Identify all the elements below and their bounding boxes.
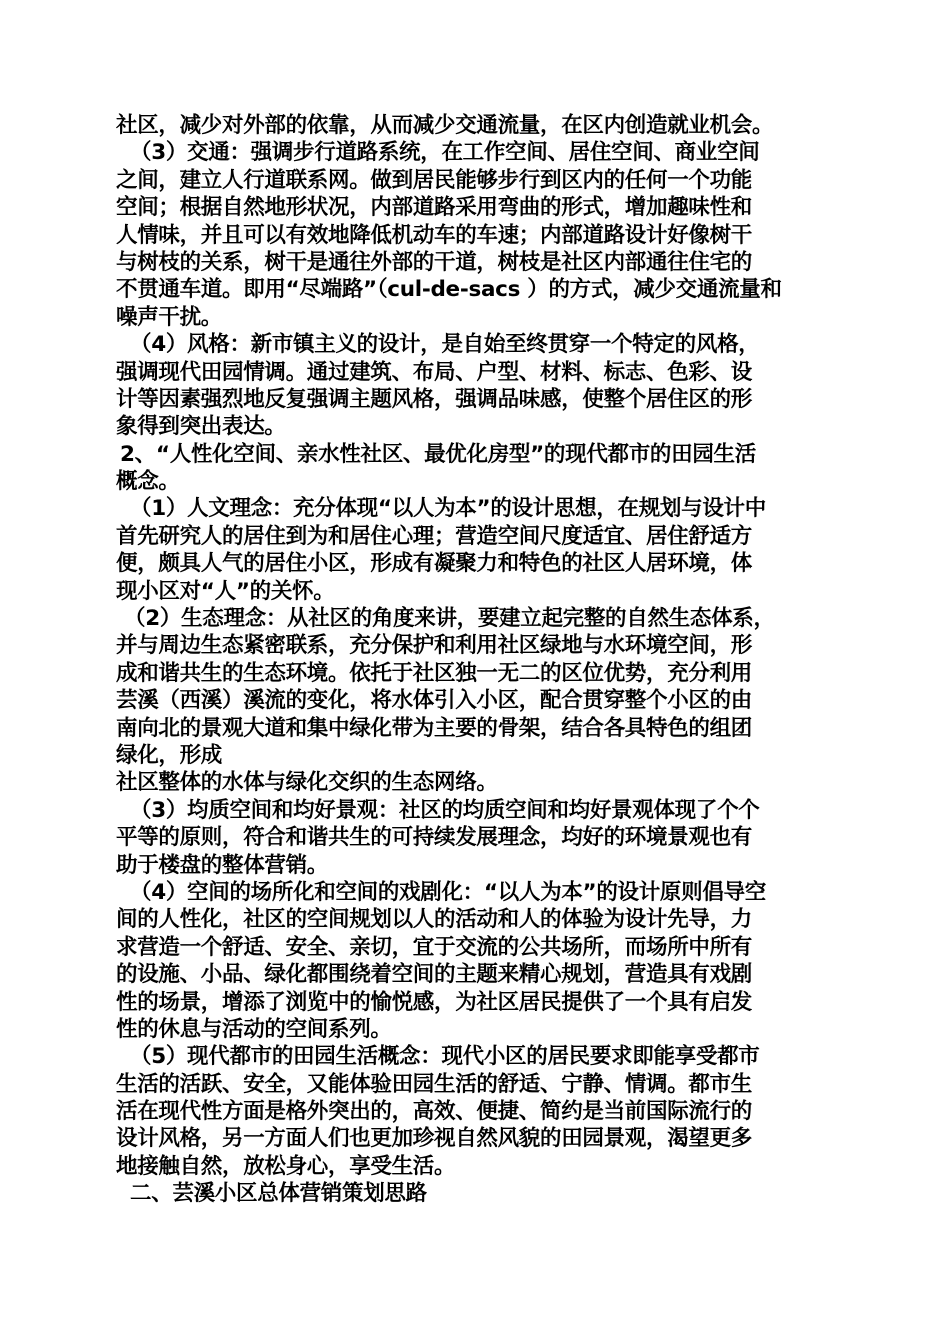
text-line: 现小区对“人”的关怀。 [116,578,335,604]
text-line: （4）风格：新市镇主义的设计，是自始至终贯穿一个特定的风格， [130,332,760,358]
text-line: 首先研究人的居住到为和居住心理；营造空间尺度适宜、居住舒适方 [116,523,753,549]
text-line: 噪声干扰。 [116,304,223,330]
text-line: 性的场景，增添了浏览中的愉悦感，为社区居民提供了一个具有启发 [116,989,753,1015]
text-line: 生活的活跃、安全，又能体验田园生活的舒适、宁静、情调。都市生 [116,1071,753,1097]
text-line: 间的人性化，社区的空间规划以人的活动和人的体验为设计先导，力 [116,907,753,933]
text-line: 成和谐共生的生态环境。依托于社区独一无二的区位优势，充分利用 [116,660,753,686]
text-line: 平等的原则，符合和谐共生的可持续发展理念，均好的环境景观也有 [116,825,753,851]
text-line: 绿化，形成 [116,742,223,768]
text-line: 计等因素强烈地反复强调主题风格，强调品味感，使整个居住区的形 [116,386,753,412]
text-line: 并与周边生态紧密联系，充分保护和利用社区绿地与水环境空间，形 [116,633,753,659]
text-line: 强调现代田园情调。通过建筑、布局、户型、材料、标志、色彩、设 [116,359,753,385]
text-line: 芸溪（西溪）溪流的变化，将水体引入小区，配合贯穿整个小区的由 [116,688,753,714]
text-line: 不贯通车道。即用“尽端路”（cul-de-sacs ）的方式，减少交通流量和 [116,277,782,303]
text-line: 活在现代性方面是格外突出的，高效、便捷、简约是当前国际流行的 [116,1099,753,1125]
text-line: 人情味，并且可以有效地降低机动车的车速；内部道路设计好像树干 [116,222,753,248]
text-line: （1）人文理念：充分体现“以人为本”的设计思想，在规划与设计中 [130,496,766,522]
text-line: 性的休息与活动的空间系列。 [116,1016,392,1042]
text-line: 空间；根据自然地形状况，内部道路采用弯曲的形式，增加趣味性和 [116,195,753,221]
text-line: 助于楼盘的整体营销。 [116,852,329,878]
text-line: （3）均质空间和均好景观：社区的均质空间和均好景观体现了个个 [130,797,760,823]
text-line: （5）现代都市的田园生活概念：现代小区的居民要求即能享受都市 [130,1044,760,1070]
text-line: 之间，建立人行道联系网。做到居民能够步行到区内的任何一个功能 [116,167,753,193]
text-line: （3）交通：强调步行道路系统，在工作空间、居住空间、商业空间 [130,140,760,166]
text-line: 象得到突出表达。 [116,414,286,440]
text-line: 的设施、小品、绿化都围绕着空间的主题来精心规划，营造具有戏剧 [116,962,753,988]
text-line: 设计风格，另一方面人们也更加珍视自然风貌的田园景观，渴望更多 [116,1126,753,1152]
text-line: 概念。 [116,469,180,495]
text-line: 社区，减少对外部的依靠，从而减少交通流量，在区内创造就业机会。 [116,113,774,138]
text-line: 社区整体的水体与绿化交织的生态网络。 [116,770,498,796]
text-line: 与树枝的关系，树干是通往外部的干道，树枝是社区内部通往住宅的 [116,249,753,275]
document-body [116,112,846,1208]
text-line: 二、芸溪小区总体营销策划思路 [130,1181,427,1207]
text-line: 2、“人性化空间、亲水性社区、最优化房型”的现代都市的田园生活 [120,441,756,467]
text-line: 求营造一个舒适、安全、亲切，宜于交流的公共场所，而场所中所有 [116,934,753,960]
text-line: 南向北的景观大道和集中绿化带为主要的骨架，结合各具特色的组团 [116,715,753,741]
text-line: 便，颇具人气的居住小区，形成有凝聚力和特色的社区人居环境，体 [116,551,753,577]
text-line: 地接触自然，放松身心，享受生活。 [116,1153,456,1179]
text-line: （2）生态理念：从社区的角度来讲，要建立起完整的自然生态体系， [124,606,775,632]
text-line: （4）空间的场所化和空间的戏剧化：“以人为本”的设计原则倡导空 [130,879,766,905]
